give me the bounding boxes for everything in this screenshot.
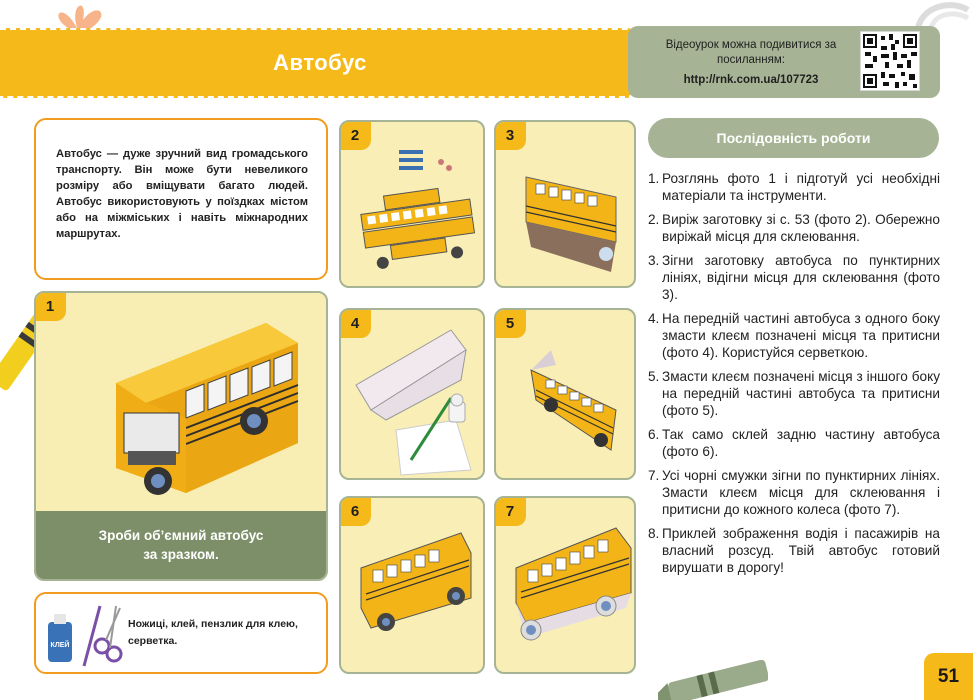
step-item: 1. Розглянь фото 1 і підготуй усі необхідні матеріали та інструменти. — [648, 171, 940, 203]
photo-7 — [494, 496, 636, 674]
step-item: 2. Виріж заготовку зі с. 53 (фото 2). Обережно виріжай місця для склеювання. — [648, 212, 940, 244]
caption-line: Зроби об’ємний автобус — [98, 528, 264, 543]
photo-number: 5 — [494, 308, 526, 338]
video-lesson-text: Відеоурок можна подивитися за посиланням: — [665, 39, 837, 66]
intro-text: Автобус — дуже зручний вид громадського транспорту. Він може бути невеликого розміру або вміщувати багато людей. Автобус використовують у поїздках містом або на міжміських і навіть міжнародних маршрутах. — [56, 148, 308, 240]
tools-text: Ножиці, клей, пензлик для клею, серветка. — [128, 618, 298, 647]
photo-number: 1 — [34, 291, 66, 321]
title-band — [0, 28, 642, 98]
photo-number: 4 — [339, 308, 371, 338]
step-item: 8. Приклей зображення водія і пасажирів на власний розсуд. Твій автобус готовий вирушати в дорогу! — [648, 526, 940, 575]
qr-code-icon[interactable] — [860, 31, 920, 91]
photo-2 — [339, 120, 485, 288]
photo-number: 6 — [339, 496, 371, 526]
crayon-decoration-icon — [658, 660, 768, 700]
photo-6 — [339, 496, 485, 674]
photo-number: 7 — [494, 496, 526, 526]
video-lesson-link[interactable]: http://rnk.com.ua/107723 — [683, 74, 819, 86]
step-item: 3. Зігни заготовку автобуса по пунктирних лініях, відігни місця для склеювання (фото 3). — [648, 253, 940, 302]
photo-number: 3 — [494, 120, 526, 150]
page-title: Автобус — [273, 50, 367, 75]
photo-1 — [34, 291, 328, 581]
page-number: 51 — [924, 653, 973, 700]
glue-label: КЛЕЙ — [50, 642, 70, 649]
photo-number: 2 — [339, 120, 371, 150]
caption-line: за зразком. — [143, 547, 219, 562]
bus-model-image — [36, 293, 328, 515]
intro-box — [34, 118, 328, 280]
photo-4 — [339, 308, 485, 480]
photo-5 — [494, 308, 636, 480]
scissors-glue-brush-icon — [44, 600, 124, 670]
step-item: 5. Змасти клеєм позначені місця з іншого боку на передній частині автобуса та притисни (фото 5). — [648, 369, 940, 418]
tools-box — [34, 592, 328, 674]
step-item: 4. На передній частині автобуса з одного боку змасти клеєм позначені місця та притисни (фото 4). Користуйся серветкою. — [648, 311, 940, 360]
step-item: 7. Усі чорні смужки зігни по пунктирних лініях. Змасти клеєм місця для склеювання і притисни до кожного колеса (фото 7). — [648, 468, 940, 517]
step-item: 6. Так само склей задню частину автобуса (фото 6). — [648, 427, 940, 459]
steps-list — [648, 170, 940, 583]
photo-3 — [494, 120, 636, 288]
photo-1-caption — [36, 511, 326, 579]
steps-header: Послідовність роботи — [648, 118, 939, 158]
